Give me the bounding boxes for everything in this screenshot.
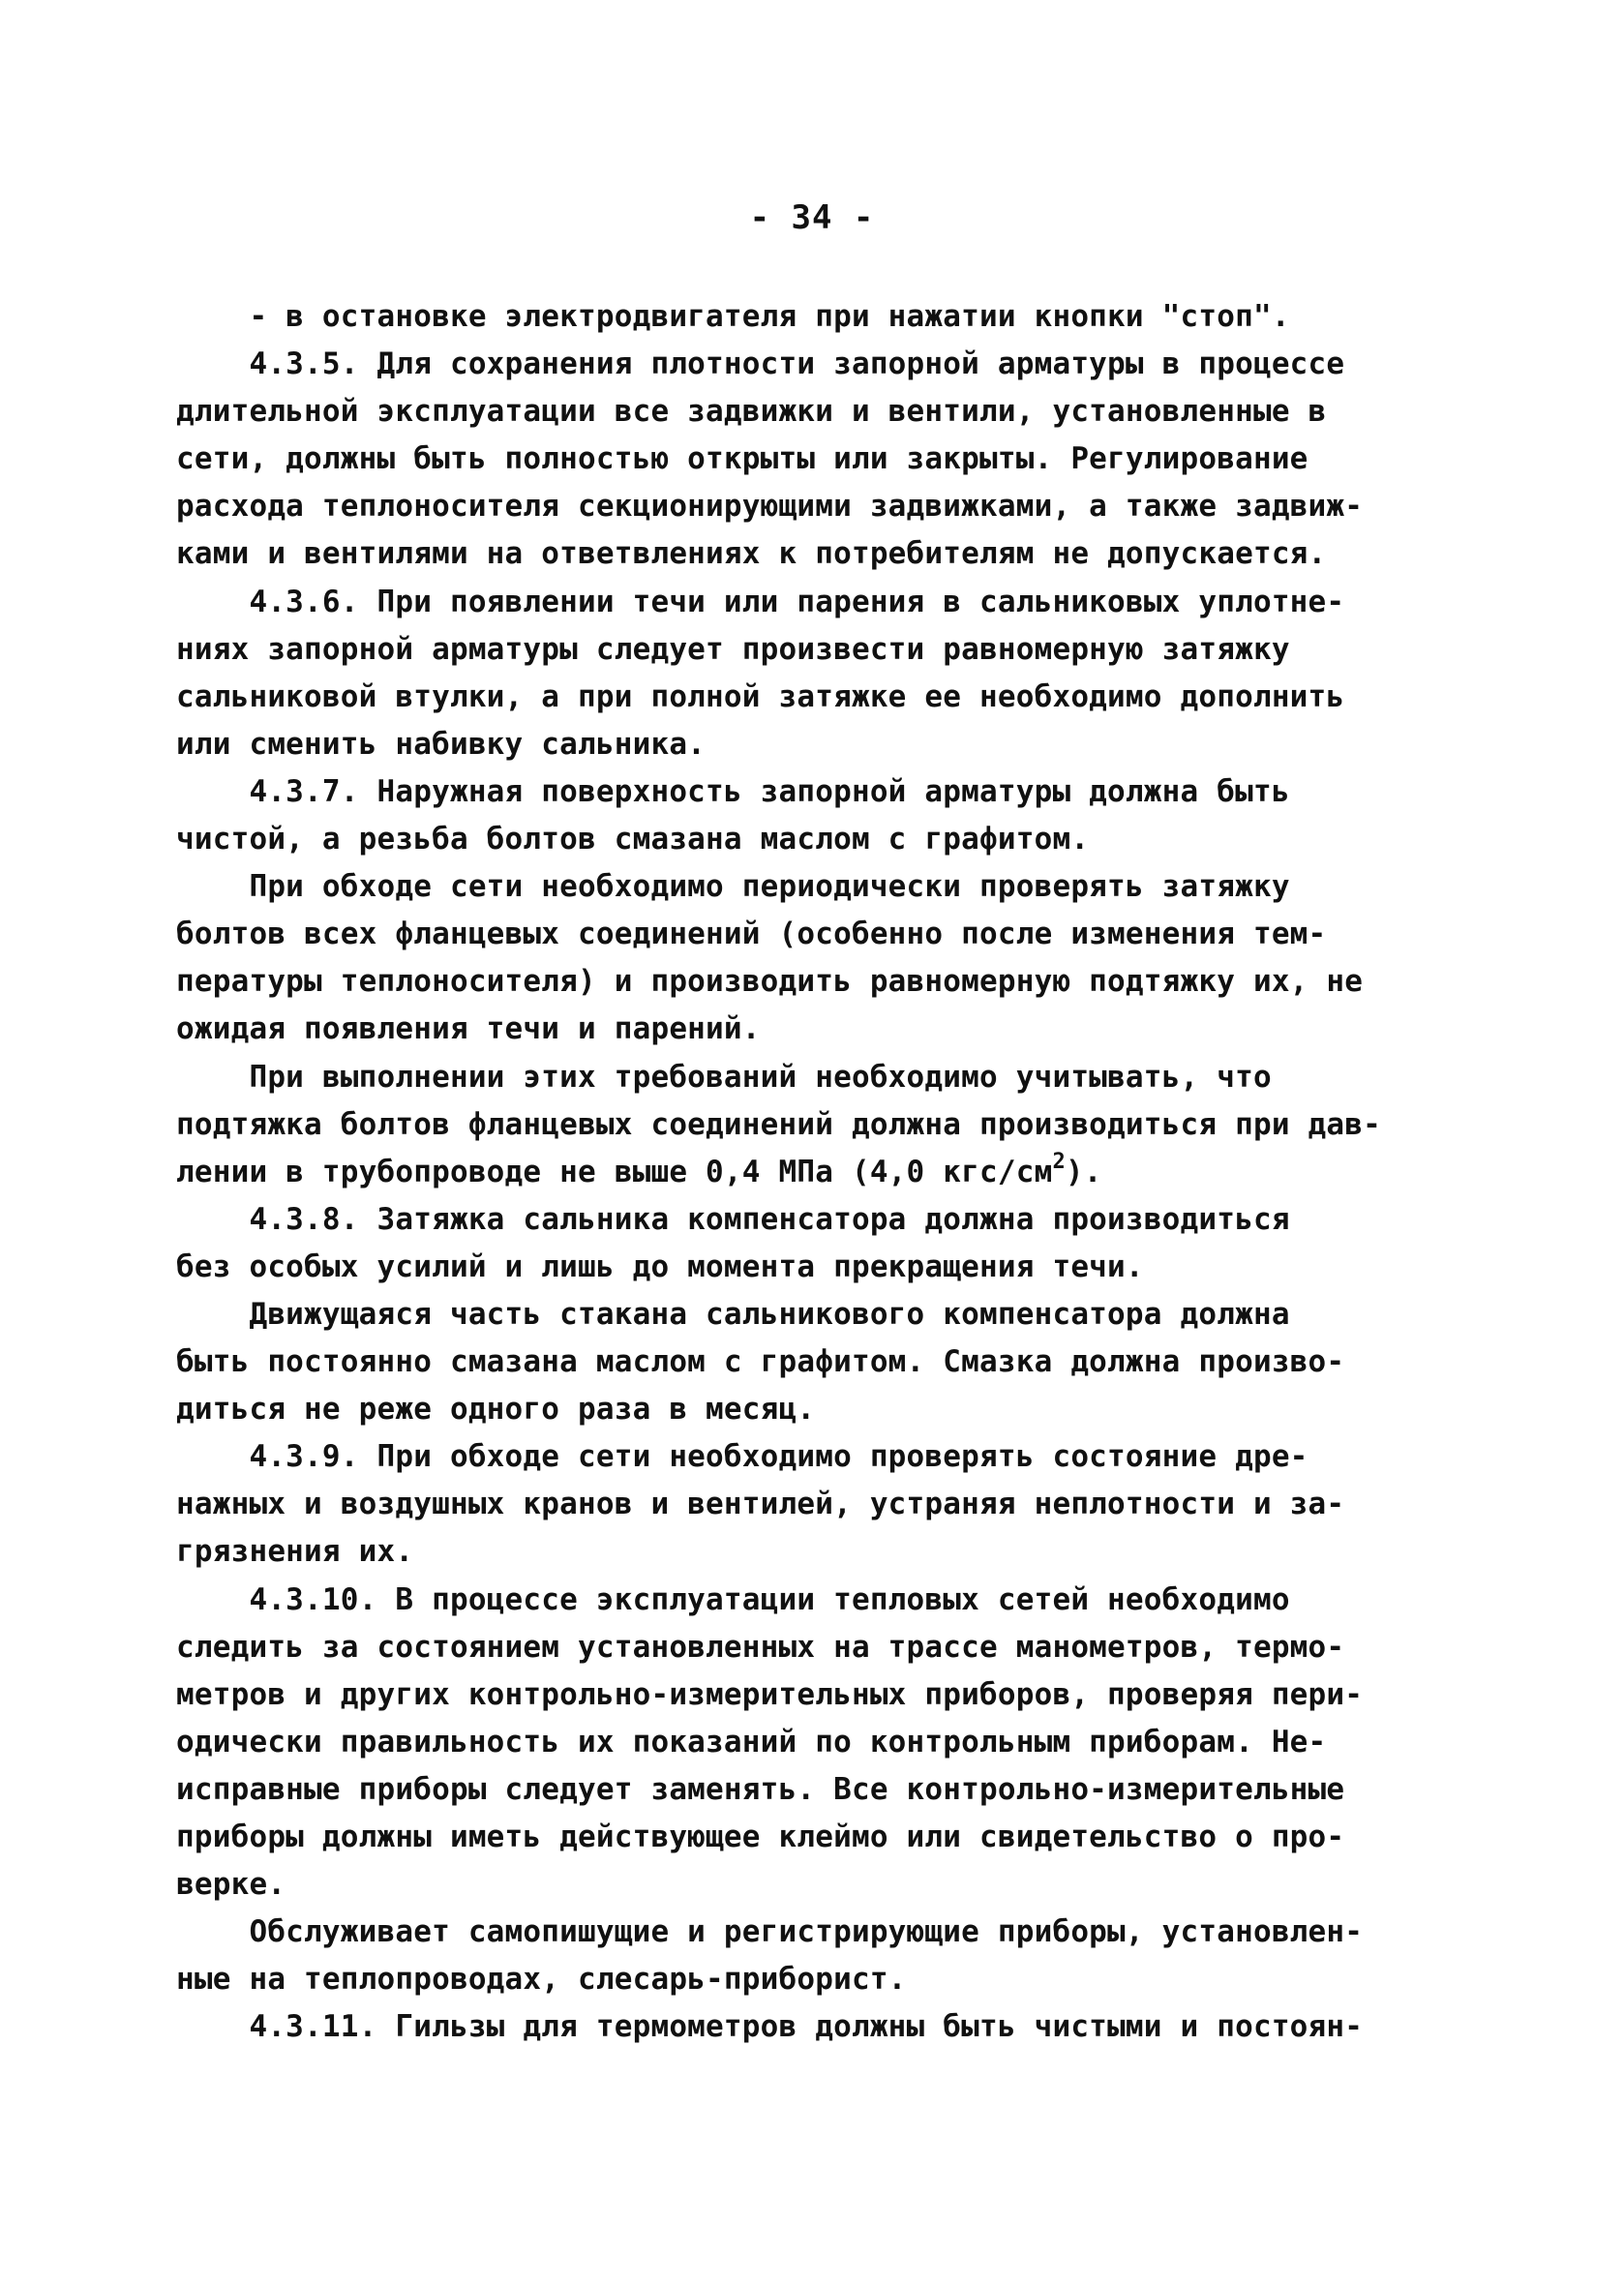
text-line: метров и других контрольно-измерительных приборов, проверяя пери- <box>176 1676 1364 1712</box>
text-line: болтов всех фланцевых соединений (особенно после изменения тем- <box>176 917 1327 952</box>
text-line: 4.3.9. При обходе сети необходимо проверять состояние дре- <box>176 1439 1308 1475</box>
text-line: исправные приборы следует заменять. Все контрольно-измерительные <box>176 1771 1345 1807</box>
text-line: сальниковой втулки, а при полной затяжке ее необходимо дополнить <box>176 678 1345 714</box>
text-line-tail: ). <box>1065 1154 1102 1189</box>
text-line: 4.3.11. Гильзы для термометров должны быть чистыми и постоян- <box>176 2009 1364 2045</box>
text-line: 4.3.10. В процессе эксплуатации тепловых сетей необходимо <box>176 1581 1290 1617</box>
text-line: подтяжка болтов фланцевых соединений должна производиться при дав- <box>176 1106 1381 1142</box>
text-line: приборы должны иметь действующее клеймо или свидетельство о про- <box>176 1820 1345 1854</box>
text-line: верке. <box>176 1867 286 1903</box>
text-line: При выполнении этих требований необходимо учитывать, что <box>176 1059 1272 1095</box>
document-body <box>176 293 1473 2051</box>
text-line: длительной эксплуатации все задвижки и вентили, установленные в <box>176 394 1327 430</box>
text-line: одически правильность их показаний по контрольным приборам. Не- <box>176 1724 1327 1760</box>
superscript: 2 <box>1052 1149 1066 1174</box>
text-line: следить за состоянием установленных на трассе манометров, термо- <box>176 1629 1345 1665</box>
text-line: чистой, а резьба болтов смазана маслом с графитом. <box>176 822 1090 857</box>
text-line: Обслуживает самопишущие и регистрирующие приборы, установлен- <box>176 1914 1364 1950</box>
text-line: 4.3.5. Для сохранения плотности запорной арматуры в процессе <box>176 346 1345 382</box>
text-line: - в остановке электродвигателя при нажатии кнопки "стоп". <box>176 299 1290 334</box>
text-line: 4.3.7. Наружная поверхность запорной арматуры должна быть <box>176 773 1290 809</box>
text-line: расхода теплоносителя секционирующими задвижками, а также задвиж- <box>176 489 1364 525</box>
text-line-main: лении в трубопроводе не выше 0,4 МПа (4,0 кгс/см <box>176 1154 1053 1189</box>
text-line: или сменить набивку сальника. <box>176 726 707 762</box>
page-number: - 34 - <box>749 198 875 237</box>
text-line: 4.3.8. Затяжка сальника компенсатора должна производиться <box>176 1201 1290 1237</box>
text-line: без особых усилий и лишь до момента прекращения течи. <box>176 1248 1144 1284</box>
text-line: ниях запорной арматуры следует произвести равномерную затяжку <box>176 631 1290 667</box>
text-line: пературы теплоносителя) и производить равномерную подтяжку их, не <box>176 964 1364 1000</box>
text-line: диться не реже одного раза в месяц. <box>176 1392 816 1428</box>
text-line: грязнения их. <box>176 1534 414 1570</box>
text-line: При обходе сети необходимо периодически проверять затяжку <box>176 869 1290 905</box>
text-line: быть постоянно смазана маслом с графитом. Смазка должна произво- <box>176 1344 1345 1380</box>
text-line: нажных и воздушных кранов и вентилей, устраняя неплотности и за- <box>176 1487 1345 1522</box>
text-line: 4.3.6. При появлении течи или парения в сальниковых уплотне- <box>176 584 1345 619</box>
text-line: ками и вентилями на ответвлениях к потребителям не допускается. <box>176 536 1327 572</box>
text-line: ожидая появления течи и парений. <box>176 1011 761 1047</box>
text-line: ные на теплопроводах, слесарь-приборист. <box>176 1962 907 1998</box>
text-line: сети, должны быть полностью открыты или закрыты. Регулирование <box>176 441 1308 477</box>
text-line-with-superscript <box>176 1149 1473 1196</box>
text-line: Движущаяся часть стакана сальникового компенсатора должна <box>176 1296 1290 1332</box>
